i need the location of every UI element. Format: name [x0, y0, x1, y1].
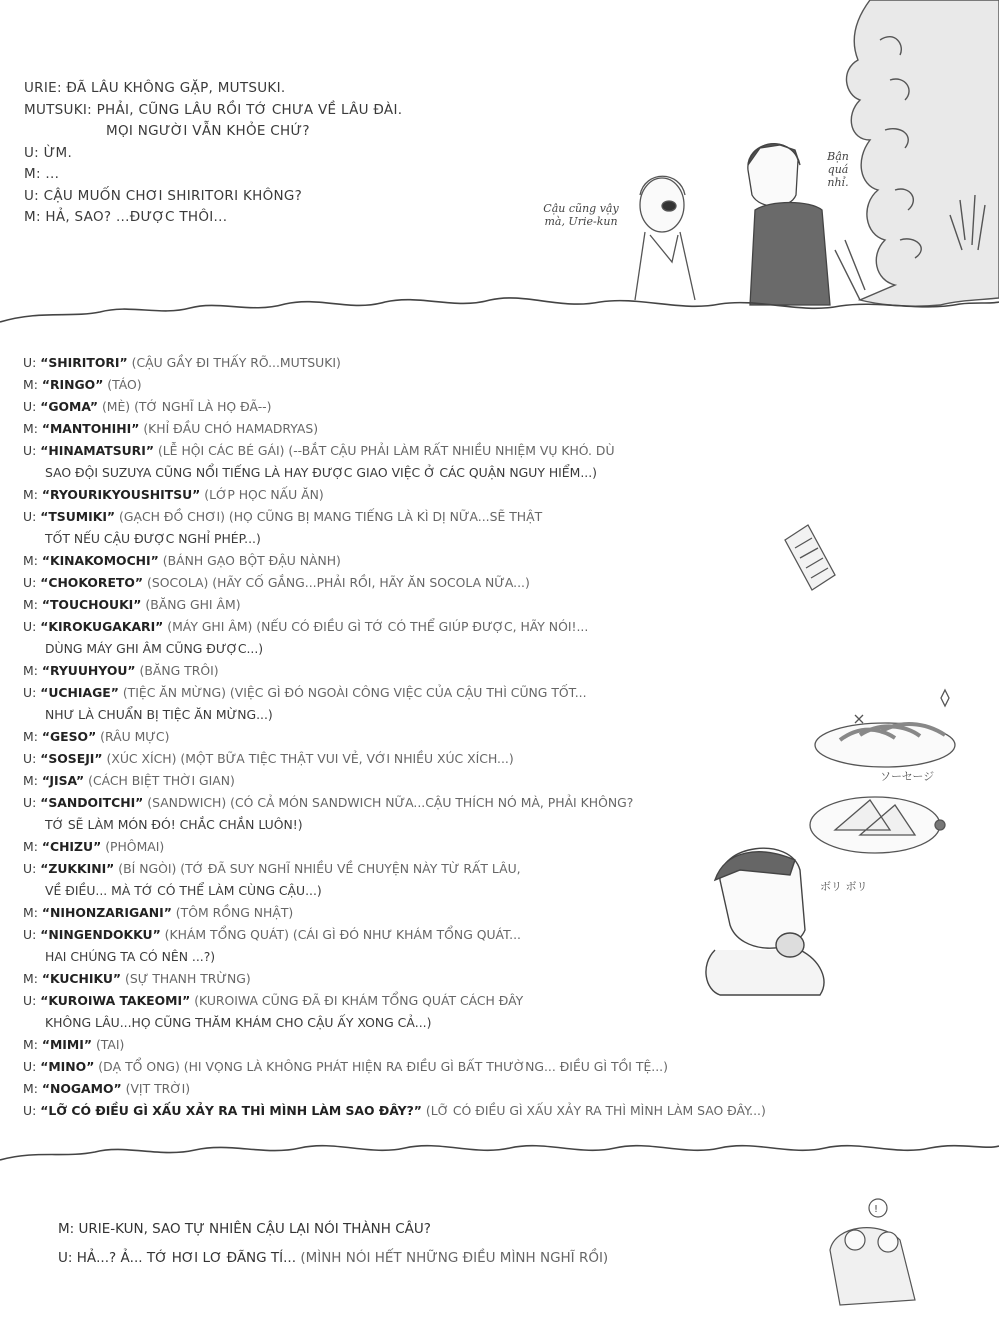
cloud-divider-bottom	[0, 1146, 999, 1160]
shiritori-word: “MANTOHIHI”	[41, 421, 140, 436]
shiritori-word: “KUROIWA TAKEOMI”	[40, 993, 191, 1008]
speaker-label: U:	[23, 575, 37, 590]
shiritori-row	[23, 440, 983, 462]
translation-note: (XÚC XÍCH) (MỘT BỮA TIỆC THẬT VUI VẺ, VỚI NHIỀU XÚC XÍCH...)	[106, 751, 514, 766]
shiritori-word: “KUCHIKU”	[41, 971, 122, 986]
dialogue-line: U: ỪM.	[24, 144, 73, 161]
shiritori-continuation: SAO ĐỘI SUZUYA CŨNG NỔI TIẾNG LÀ HAY ĐƯỢC GIAO VIỆC Ở CÁC QUẬN NGUY HIỂM...)	[45, 465, 597, 480]
shiritori-word: “MIMI”	[41, 1037, 92, 1052]
shiritori-continuation: VỀ ĐIỀU... MÀ TỚ CÓ THỂ LÀM CÙNG CẬU...)	[45, 883, 322, 898]
dialogue-line: M: URIE-KUN, SAO TỰ NHIÊN CẬU LẠI NÓI THÀNH CÂU?	[58, 1221, 431, 1237]
shiritori-word: “GESO”	[41, 729, 97, 744]
shiritori-word: “RINGO”	[41, 377, 104, 392]
shiritori-word: “KINAKOMOCHI”	[41, 553, 159, 568]
translation-note: (CẬU GẦY ĐI THẤY RÕ...MUTSUKI)	[131, 355, 341, 370]
shiritori-row	[23, 726, 983, 748]
shiritori-row	[23, 352, 983, 374]
translation-note: (TÁO)	[107, 377, 142, 392]
translation-note: (KUROIWA CŨNG ĐÃ ĐI KHÁM TỔNG QUÁT CÁCH ĐÂY	[194, 993, 524, 1008]
speaker-label: M:	[23, 663, 38, 678]
shiritori-row	[23, 1078, 983, 1100]
shiritori-row	[23, 770, 983, 792]
bottom-dialogue	[58, 1215, 608, 1273]
chibi-illustration	[830, 1199, 915, 1305]
speaker-label: U:	[23, 993, 37, 1008]
shiritori-row	[23, 990, 983, 1012]
shiritori-word: “NIHONZARIGANI”	[41, 905, 172, 920]
shiritori-word: “HINAMATSURI”	[40, 443, 154, 458]
shiritori-continuation: TỚ SẼ LÀM MÓN ĐÓ! CHẮC CHẮN LUÔN!)	[45, 817, 303, 832]
translation-note: (GẠCH ĐỒ CHƠI) (HỌ CŨNG BỊ MANG TIẾNG LÀ KÌ DỊ NỮA...SẼ THẬT	[119, 509, 543, 524]
translation-note: (LỚP HỌC NẤU ĂN)	[204, 487, 324, 502]
translation-note: (VỊT TRỜI)	[125, 1081, 191, 1096]
translation-note: (KHỈ ĐẦU CHÓ HAMADRYAS)	[143, 421, 319, 436]
dialogue-line: MUTSUKI: PHẢI, CŨNG LÂU RỒI TỚ CHƯA VỀ LÂU ĐÀI.	[24, 101, 403, 118]
speaker-label: U:	[23, 443, 37, 458]
speaker-label: M:	[23, 597, 38, 612]
speaker-label: U:	[23, 861, 37, 876]
shiritori-row	[23, 660, 983, 682]
shiritori-row	[23, 616, 983, 638]
shiritori-word: “MINO”	[40, 1059, 95, 1074]
shiritori-word: “NINGENDOKKU”	[40, 927, 161, 942]
shiritori-word: “GOMA”	[40, 399, 98, 414]
munch-sfx: ボリ ボリ	[820, 880, 868, 893]
mutsuki-speech-bubble: Cậu cũng vậy mà, Urie-kun	[543, 202, 619, 228]
shiritori-continuation: NHƯ LÀ CHUẨN BỊ TIỆC ĂN MỪNG...)	[45, 707, 273, 722]
shiritori-word: “CHIZU”	[41, 839, 102, 854]
translation-note: (KHÁM TỔNG QUÁT) (CÁI GÌ ĐÓ NHƯ KHÁM TỔNG QUÁT...	[164, 927, 521, 942]
speaker-label: M:	[23, 553, 38, 568]
tree-illustration	[835, 0, 999, 306]
shiritori-row	[23, 902, 983, 924]
speaker-label: U:	[23, 619, 37, 634]
svg-text:!: !	[874, 1204, 879, 1215]
inner-thought: (MÌNH NÓI HẾT NHỮNG ĐIỀU MÌNH NGHĨ RỒI)	[300, 1250, 609, 1266]
translation-note: (LỠ CÓ ĐIỀU GÌ XẤU XẢY RA THÌ MÌNH LÀM SAO ĐÂY...)	[425, 1103, 766, 1118]
mutsuki-figure	[635, 176, 695, 300]
shiritori-word: “KIROKUGAKARI”	[40, 619, 164, 634]
translation-note: (TAI)	[95, 1037, 125, 1052]
shiritori-word: “RYUUHYOU”	[41, 663, 136, 678]
shiritori-word: “TSUMIKI”	[40, 509, 116, 524]
speaker-label: M:	[23, 905, 38, 920]
speaker-label: M:	[23, 1081, 38, 1096]
shiritori-continuation: DÙNG MÁY GHI ÂM CŨNG ĐƯỢC...)	[45, 641, 264, 656]
speaker-label: M:	[23, 773, 38, 788]
translation-note: (BĂNG TRÔI)	[139, 663, 219, 678]
speaker-label: U:	[23, 399, 37, 414]
speaker-label: U:	[23, 927, 37, 942]
translation-note: (BÍ NGÒI) (TỚ ĐÃ SUY NGHĨ NHIỀU VỀ CHUYỆN NÀY TỪ RẤT LÂU,	[118, 861, 521, 876]
speaker-label: U:	[23, 509, 37, 524]
speaker-label: U:	[23, 751, 37, 766]
speaker-label: M:	[23, 729, 38, 744]
shiritori-word: “LỠ CÓ ĐIỀU GÌ XẤU XẢY RA THÌ MÌNH LÀM SAO ĐÂY?”	[40, 1103, 422, 1118]
translation-note: (TÔM RỒNG NHẬT)	[175, 905, 294, 920]
shiritori-word: “CHOKORETO”	[40, 575, 144, 590]
shiritori-row	[23, 550, 983, 572]
speaker-label: M:	[23, 487, 38, 502]
speaker-label: U:	[23, 685, 37, 700]
dialogue-line: M: ...	[24, 166, 60, 182]
cloud-divider-top	[0, 298, 999, 322]
shiritori-continuation: TỐT NẾU CẬU ĐƯỢC NGHỈ PHÉP...)	[45, 531, 261, 546]
speaker-label: M:	[23, 971, 38, 986]
shiritori-row	[23, 396, 983, 418]
top-dialogue	[24, 78, 402, 229]
speaker-label: U:	[23, 1103, 37, 1118]
shiritori-word: “TOUCHOUKI”	[41, 597, 142, 612]
translation-note: (TIỆC ĂN MỪNG) (VIỆC GÌ ĐÓ NGOÀI CÔNG VIỆC CỦA CẬU THÌ CŨNG TỐT...	[122, 685, 587, 700]
translation-note: (CÁCH BIỆT THỜI GIAN)	[88, 773, 235, 788]
shiritori-list	[23, 352, 983, 1122]
translation-note: (SOCOLA) (HÃY CỐ GẮNG...PHẢI RỒI, HÃY ĂN SOCOLA NỮA...)	[147, 575, 530, 590]
urie-speech-bubble: Bận quá nhỉ.	[827, 150, 849, 189]
speaker-label: U:	[23, 1059, 37, 1074]
speaker-label: U:	[23, 355, 37, 370]
speaker-label: M:	[23, 839, 38, 854]
sausage-sfx: ソーセージ	[880, 770, 935, 783]
translation-note: (BÁNH GẠO BỘT ĐẬU NÀNH)	[162, 553, 341, 568]
shiritori-row	[23, 682, 983, 704]
translation-note: (PHÔMAI)	[105, 839, 165, 854]
dialogue-line: MỌI NGƯỜI VẪN KHỎE CHỨ?	[106, 123, 310, 139]
shiritori-row	[23, 1056, 983, 1078]
speaker-label: M:	[23, 1037, 38, 1052]
shiritori-continuation: KHÔNG LÂU...HỌ CŨNG THĂM KHÁM CHO CẬU ẤY XONG CẢ...)	[45, 1015, 432, 1030]
translation-note: (SANDWICH) (CÓ CẢ MÓN SANDWICH NỮA...CẬU THÍCH NÓ MÀ, PHẢI KHÔNG?	[147, 795, 634, 810]
shiritori-row	[23, 418, 983, 440]
shiritori-row	[23, 924, 983, 946]
shiritori-row	[23, 374, 983, 396]
shiritori-row	[23, 572, 983, 594]
shiritori-row	[23, 748, 983, 770]
shiritori-word: “UCHIAGE”	[40, 685, 119, 700]
shiritori-row	[23, 506, 983, 528]
translation-note: (MÈ) (TỚ NGHĨ LÀ HỌ ĐÃ--)	[101, 399, 272, 414]
shiritori-continuation: HAI CHÚNG TA CÓ NÊN ...?)	[45, 949, 216, 964]
speaker-label: M:	[23, 421, 38, 436]
shiritori-word: “JISA”	[41, 773, 85, 788]
dialogue-line: M: HẢ, SAO? ...ĐƯỢC THÔI...	[24, 209, 228, 225]
shiritori-word: “RYOURIKYOUSHITSU”	[41, 487, 201, 502]
dialogue-line: URIE: ĐÃ LÂU KHÔNG GẶP, MUTSUKI.	[24, 80, 286, 96]
shiritori-word: “SANDOITCHI”	[40, 795, 144, 810]
dialogue-line: U: CẬU MUỐN CHƠI SHIRITORI KHÔNG?	[24, 187, 303, 204]
shiritori-word: “ZUKKINI”	[40, 861, 115, 876]
translation-note: (SỰ THANH TRỪNG)	[125, 971, 251, 986]
shiritori-row	[23, 858, 983, 880]
shiritori-word: “SOSEJI”	[40, 751, 103, 766]
speaker-label: M:	[23, 377, 38, 392]
translation-note: (LỄ HỘI CÁC BÉ GÁI) (--BẮT CẬU PHẢI LÀM RẤT NHIỀU NHIỆM VỤ KHÓ. DÙ	[157, 443, 615, 458]
dialogue-line: U: HẢ...? Ả... TỚ HƠI LƠ ĐÃNG TÍ... (MÌNH NÓI HẾT NHỮNG ĐIỀU MÌNH NGHĨ RỒI)	[58, 1250, 609, 1266]
shiritori-row	[23, 792, 983, 814]
shiritori-row	[23, 484, 983, 506]
translation-note: (RÂU MỰC)	[100, 729, 170, 744]
shiritori-row	[23, 594, 983, 616]
shiritori-word: “NOGAMO”	[41, 1081, 122, 1096]
shiritori-word: “SHIRITORI”	[40, 355, 128, 370]
translation-note: (BĂNG GHI ÂM)	[145, 597, 241, 612]
shiritori-row	[23, 836, 983, 858]
shiritori-row	[23, 1100, 983, 1122]
translation-note: (MÁY GHI ÂM) (NẾU CÓ ĐIỀU GÌ TỚ CÓ THỂ GIÚP ĐƯỢC, HÃY NÓI!...	[167, 619, 589, 634]
speaker-label: U:	[23, 795, 37, 810]
shiritori-row	[23, 968, 983, 990]
urie-figure	[748, 144, 830, 305]
shiritori-row	[23, 1034, 983, 1056]
translation-note: (DẠ TỔ ONG) (HI VỌNG LÀ KHÔNG PHÁT HIỆN RA ĐIỀU GÌ BẤT THƯỜNG... ĐIỀU GÌ TỒI TỆ...)	[98, 1059, 668, 1074]
